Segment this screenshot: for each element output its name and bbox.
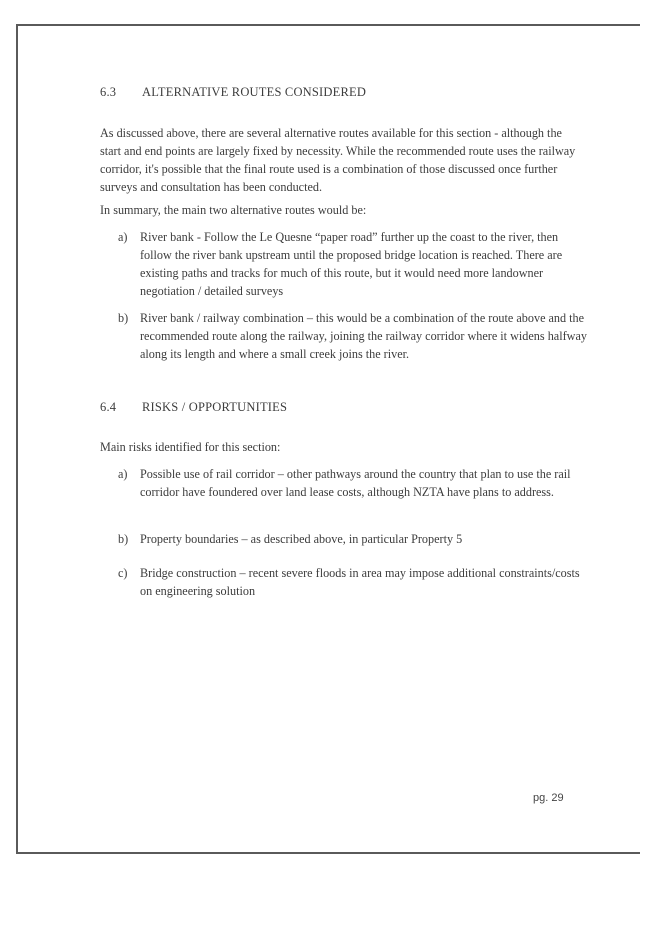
list-marker: a) bbox=[118, 230, 128, 244]
list-item-text: River bank - Follow the Le Quesne “paper road” further up the coast to the river, then follow the river bank upstream until the proposed bridge location is reached. There are existing paths and tracks for much of this route, but it would need more landowner negotiation / detailed surveys bbox=[140, 230, 563, 298]
section-6-4-heading bbox=[100, 400, 287, 415]
list-item bbox=[118, 465, 588, 501]
list-marker: c) bbox=[118, 566, 128, 580]
list-marker: b) bbox=[118, 532, 129, 546]
section-title: ALTERNATIVE ROUTES CONSIDERED bbox=[142, 85, 367, 99]
section-title: RISKS / OPPORTUNITIES bbox=[142, 400, 288, 414]
list-item bbox=[118, 309, 588, 363]
list-item bbox=[118, 564, 588, 600]
section-6-3-intro: As discussed above, there are several alternative routes available for this section - although the start and end points are largely fixed by necessity. While the recommended route uses the railway corridor, it's possible that the final route used is a combination of those discussed once further surveys and consultation has been conducted. bbox=[100, 126, 576, 194]
list-item bbox=[118, 530, 588, 548]
section-number: 6.3 bbox=[100, 85, 117, 99]
list-item bbox=[118, 228, 588, 300]
section-6-3-summary: In summary, the main two alternative routes would be: bbox=[100, 203, 367, 217]
section-6-4-intro: Main risks identified for this section: bbox=[100, 440, 281, 454]
list-item-text: Bridge construction – recent severe floods in area may impose additional constraints/costs on engineering solution bbox=[140, 566, 580, 598]
list-item-text: River bank / railway combination – this would be a combination of the route above and the recommended route along the railway, joining the railway corridor where it widens halfway along its length and where a small creek joins the river. bbox=[140, 311, 587, 361]
list-marker: a) bbox=[118, 467, 128, 481]
page-number: pg. 29 bbox=[533, 792, 564, 804]
list-item-text: Property boundaries – as described above, in particular Property 5 bbox=[140, 532, 463, 546]
section-number: 6.4 bbox=[100, 400, 117, 414]
section-6-3-heading bbox=[100, 85, 366, 100]
list-marker: b) bbox=[118, 311, 129, 325]
list-item-text: Possible use of rail corridor – other pathways around the country that plan to use the rail corridor have foundered over land lease costs, although NZTA have plans to address. bbox=[140, 467, 571, 499]
